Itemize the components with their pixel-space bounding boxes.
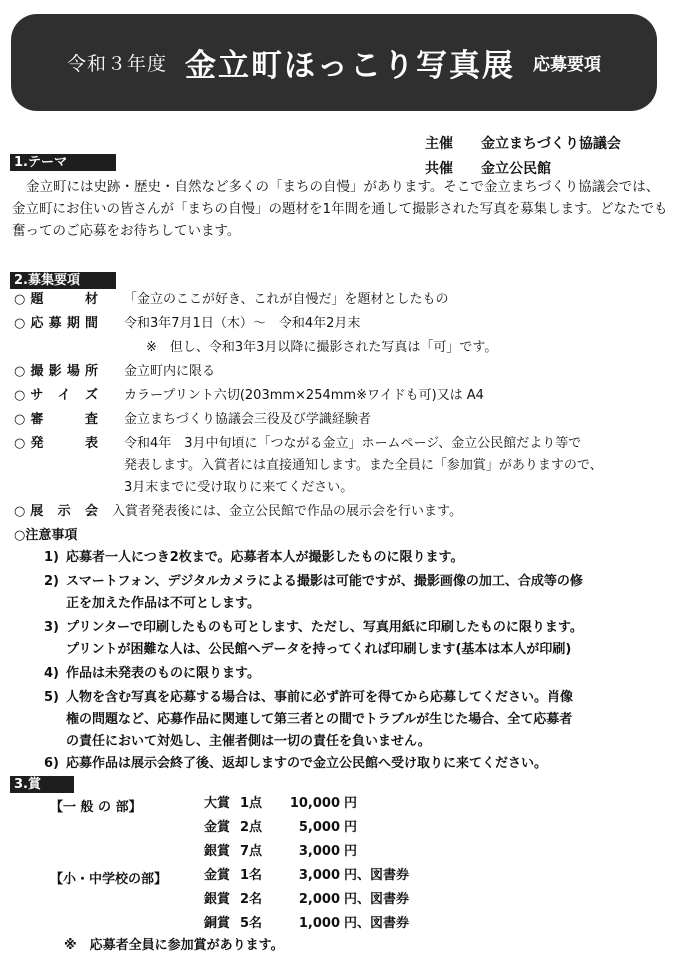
note-number: 3) <box>44 620 59 635</box>
title-banner <box>11 14 657 111</box>
organizer-cohost <box>425 158 551 178</box>
notes-heading: ○注意事項 <box>14 528 78 543</box>
note-number: 2) <box>44 574 59 589</box>
prize-amount: 2,000 <box>298 892 340 907</box>
section-prizes-heading: 3.賞 <box>10 776 74 793</box>
prize-row <box>204 890 409 910</box>
guideline-value: カラープリント六切(203mm×254mm※ワイドも可)又は A4 <box>124 388 484 403</box>
note-text: スマートフォン、デジタルカメラによる撮影は可能ですが、撮影画像の加工、合成等の修 <box>66 574 583 589</box>
prize-unit: 円 <box>344 820 358 835</box>
prize-name: 銅賞 <box>204 916 231 931</box>
guideline-value: 金立まちづくり協議会三役及び学識経験者 <box>124 412 371 427</box>
prize-category-school: 【小・中学校の部】 <box>50 872 168 887</box>
prize-unit: 円、図書券 <box>344 868 410 883</box>
prize-amount: 5,000 <box>298 820 340 835</box>
guideline-value: 令和3年7月1日（木）～ 令和4年2月末 <box>124 316 361 331</box>
guideline-row-size <box>14 386 484 406</box>
guideline-key: ○審 査 <box>14 412 98 427</box>
note-5 <box>44 688 573 708</box>
guideline-key: ○サ イ ズ <box>14 388 98 403</box>
note-text: 応募作品は展示会終了後、返却しますので金立公民館へ受け取りに来てください。 <box>66 756 548 771</box>
guideline-row-location <box>14 362 215 382</box>
section-guidelines-heading: 2.募集要項 <box>10 272 116 289</box>
note-text: 人物を含む写真を応募する場合は、事前に必ず許可を得てから応募してください。肖像 <box>66 690 574 705</box>
prize-count: 2名 <box>240 892 263 907</box>
prize-row <box>204 794 357 814</box>
prize-row <box>204 818 357 838</box>
prize-row <box>204 914 409 934</box>
note-1 <box>44 548 464 568</box>
guideline-row-exhibition <box>14 502 462 522</box>
note-text: 応募者一人につき2枚まで。応募者本人が撮影したものに限ります。 <box>66 550 464 565</box>
guideline-value: 入賞者発表後には、金立公民館で作品の展示会を行います。 <box>112 504 462 519</box>
prize-unit: 円 <box>344 844 358 859</box>
prize-count: 5名 <box>240 916 263 931</box>
section-theme-heading: 1.テーマ <box>10 154 116 171</box>
prize-count: 2点 <box>240 820 263 835</box>
note-number: 6) <box>44 756 59 771</box>
banner-title: 金立町ほっこり写真展 <box>185 48 515 84</box>
guideline-period-note: ※ 但し、令和3年3月以降に撮影された写真は「可」です。 <box>146 340 498 355</box>
note-number: 4) <box>44 666 59 681</box>
prize-unit: 円、図書券 <box>344 916 410 931</box>
guideline-row-judging <box>14 410 371 430</box>
guideline-key: ○発 表 <box>14 436 98 451</box>
prize-name: 大賞 <box>204 796 231 811</box>
guideline-key: ○撮影場所 <box>14 364 98 379</box>
note-number: 5) <box>44 690 59 705</box>
note-3-line-2: プリントが困難な人は、公民館へデータを持ってくれば印刷します(基本は本人が印刷) <box>66 642 572 657</box>
prize-count: 1点 <box>240 796 263 811</box>
organizer-host <box>425 133 621 153</box>
note-2-line-2: 正を加えた作品は不可とします。 <box>66 596 260 611</box>
note-5-line-3: の責任において対処し、主催者側は一切の責任を負いません。 <box>66 734 431 749</box>
guideline-key: ○展 示 会 <box>14 504 98 519</box>
guideline-key: ○応募期間 <box>14 316 98 331</box>
note-5-line-2: 権の問題など、応募作品に関連して第三者との間でトラブルが生じた場合、全て応募者 <box>66 712 573 727</box>
prize-unit: 円 <box>344 796 358 811</box>
guideline-value: 金立町内に限る <box>124 364 216 379</box>
prize-row <box>204 842 357 862</box>
prize-name: 金賞 <box>204 868 231 883</box>
prize-unit: 円、図書券 <box>344 892 410 907</box>
guideline-row-announcement <box>14 434 581 454</box>
prize-name: 金賞 <box>204 820 231 835</box>
guideline-value: 「金立のここが好き、これが自慢だ」を題材としたもの <box>124 292 449 307</box>
guideline-key: ○題 材 <box>14 292 98 307</box>
note-text: プリンターで印刷したものも可とします、ただし、写真用紙に印刷したものに限ります。 <box>66 620 583 635</box>
prize-amount: 3,000 <box>298 844 340 859</box>
prize-amount: 10,000 <box>289 796 340 811</box>
prize-amount: 3,000 <box>298 868 340 883</box>
section-theme-body: 金立町には史跡・歴史・自然など多くの「まちの自慢」があります。そこで金立まちづくり協議会では、金立町にお住いの皆さんが「まちの自慢」の題材を1年間を通して撮影された写真を募集します。どなたでも奮ってのご応募をお待ちしています。 <box>12 179 668 239</box>
guideline-announcement-line-3: 3月末までに受け取りに来てください。 <box>124 480 354 495</box>
guideline-row-subject <box>14 290 448 310</box>
prize-footnote: ※ 応募者全員に参加賞があります。 <box>64 938 284 953</box>
organizer-host-value: 金立まちづくり協議会 <box>481 136 621 152</box>
guideline-value: 令和4年 3月中旬頃に「つながる金立」ホームページ、金立公民館だより等で <box>124 436 582 451</box>
note-6 <box>44 754 547 774</box>
note-4 <box>44 664 260 684</box>
banner-suffix: 応募要項 <box>533 55 601 75</box>
organizer-cohost-label: 共催 <box>425 161 453 177</box>
prize-count: 1名 <box>240 868 263 883</box>
prize-name: 銀賞 <box>204 844 231 859</box>
guideline-announcement-line-2: 発表します。入賞者には直接通知します。また全員に「参加賞」がありますので、 <box>124 458 603 473</box>
guideline-row-period <box>14 314 360 334</box>
banner-year: 令和３年度 <box>66 53 167 75</box>
note-text: 作品は未発表のものに限ります。 <box>66 666 260 681</box>
prize-row <box>204 866 409 886</box>
prize-category-general: 【一 般 の 部】 <box>50 800 142 815</box>
prize-name: 銀賞 <box>204 892 231 907</box>
organizer-cohost-value: 金立公民館 <box>481 161 551 177</box>
note-2 <box>44 572 583 592</box>
organizer-host-label: 主催 <box>425 136 453 152</box>
prize-amount: 1,000 <box>298 916 340 931</box>
note-3 <box>44 618 583 638</box>
note-number: 1) <box>44 550 59 565</box>
prize-count: 7点 <box>240 844 263 859</box>
